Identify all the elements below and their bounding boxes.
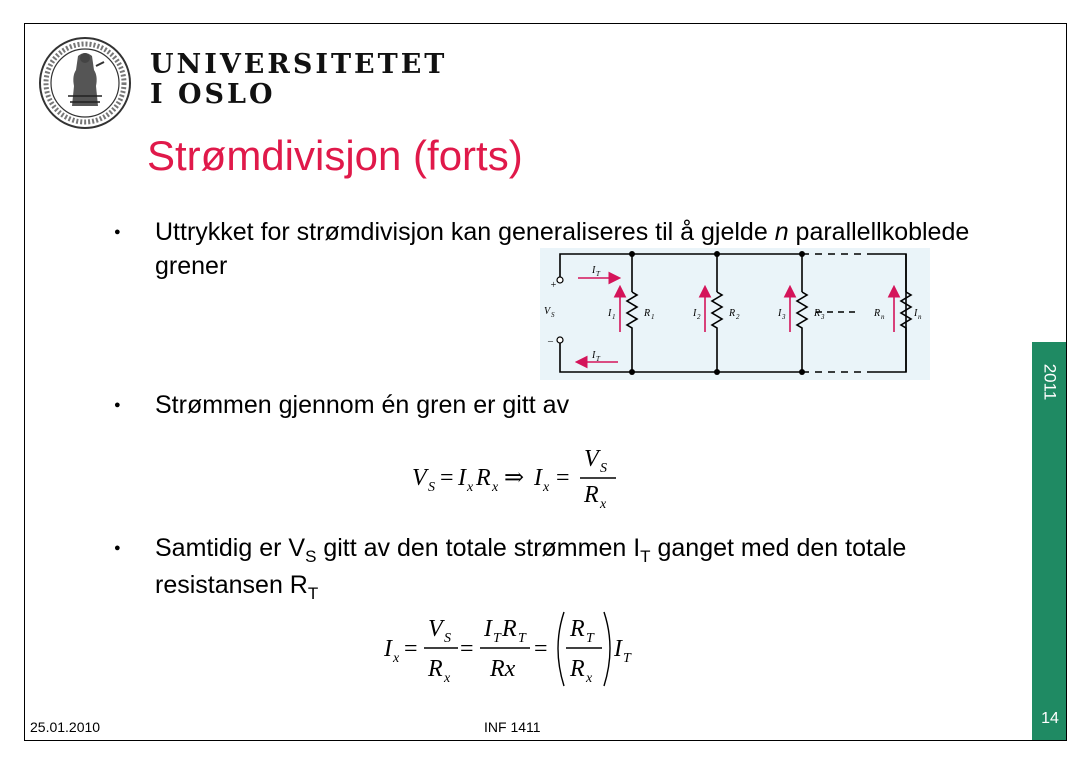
eq2-f3-denominator-sub: x (586, 671, 593, 686)
i2-label: I (693, 308, 697, 319)
bullet-1-italic: n (774, 218, 789, 246)
bullet-3-marker: ● (114, 542, 121, 554)
page-number: 14 (1041, 710, 1059, 727)
bullet-1-text-end: parallellkoblede grener (155, 218, 970, 280)
bullet-3-text-c: ganget med den totale resistansen R (155, 534, 907, 599)
it-bottom-label: I (592, 350, 596, 361)
minus-terminal-label: – (548, 336, 553, 347)
university-line1: UNIVERSITETET (150, 49, 448, 80)
i1-label: I (608, 308, 612, 319)
in-label: I (914, 308, 918, 319)
equation-2 (382, 608, 640, 688)
in-sub-label: n (918, 313, 922, 321)
vs-sub-label: S (551, 311, 555, 319)
it-top-sub-label: T (596, 270, 600, 278)
it-bottom-sub-label: T (596, 355, 600, 363)
rn-sub-label: n (881, 313, 885, 321)
bullet-2-text: Strømmen gjennom én gren er gitt av (155, 391, 570, 419)
eq2-lhs-sub: x (393, 651, 400, 666)
eq1-rhs-sub: x (543, 480, 550, 495)
r1-label: R (644, 308, 651, 319)
eq1-current: I (458, 465, 466, 491)
eq2-f3-denominator: R (570, 656, 585, 682)
eq2-f1-denominator-sub: x (444, 671, 451, 686)
bullet-2-marker: ● (114, 399, 121, 411)
r1-sub-label: 1 (651, 313, 655, 321)
university-seal-icon (38, 36, 132, 130)
eq2-f2-numerator-a-sub: T (493, 631, 501, 646)
bullet-3-text-a: Samtidig er V (155, 534, 306, 562)
eq2-equals-3: = (534, 636, 548, 662)
eq2-f1-numerator-sub: S (444, 631, 451, 646)
bullet-3-sub-c: T (307, 584, 319, 603)
i1-sub-label: 1 (612, 313, 616, 321)
eq1-equals: = (440, 465, 454, 491)
bullet-3-sub-a: S (305, 547, 317, 566)
eq2-f2-numerator-a: I (484, 616, 492, 642)
footer-date: 25.01.2010 (30, 719, 101, 735)
bullet-3-text-b: gitt av den totale strømmen I (316, 534, 641, 562)
eq1-lhs: V (412, 465, 427, 491)
eq2-f1-denominator: R (428, 656, 443, 682)
university-line2: I OSLO (150, 79, 276, 110)
bullet-1-marker: ● (114, 226, 121, 238)
eq1-denominator: R (584, 482, 599, 508)
year-label: 2011 (1040, 363, 1059, 401)
it-top-label: I (592, 265, 596, 276)
eq1-equals-2: = (556, 465, 570, 491)
bullet-2 (114, 388, 855, 422)
footer-course: INF 1411 (484, 719, 541, 735)
eq1-current-sub: x (467, 480, 474, 495)
eq1-denominator-sub: x (600, 497, 607, 512)
r3-sub-label: 3 (821, 313, 825, 321)
eq1-resistance: R (476, 465, 491, 491)
rn-label: R (874, 308, 881, 319)
i3-sub-label: 3 (782, 313, 786, 321)
parallel-circuit-diagram (540, 248, 930, 380)
r2-label: R (729, 308, 736, 319)
eq2-f1-numerator: V (428, 616, 443, 642)
university-name (150, 50, 447, 110)
eq2-f2-numerator-b-sub: T (518, 631, 526, 646)
eq1-numerator: V (584, 446, 599, 472)
slide-title: Strømdivisjon (forts) (147, 132, 523, 179)
eq2-f2-numerator-b: R (502, 616, 517, 642)
r2-sub-label: 2 (736, 313, 740, 321)
bullet-3 (114, 531, 995, 605)
i3-label: I (778, 308, 782, 319)
eq2-right-paren (604, 612, 610, 686)
eq2-equals-1: = (404, 636, 418, 662)
equation-1 (410, 440, 630, 512)
eq2-equals-2: = (460, 636, 474, 662)
bullet-1-text: Uttrykket for strømdivisjon kan generaliseres til å gjelde (155, 218, 775, 246)
eq2-tail-sub: T (623, 651, 631, 666)
plus-terminal-label: + (550, 280, 557, 291)
eq2-tail: I (614, 636, 622, 662)
eq1-implies: ⇒ (504, 465, 525, 491)
eq2-lhs: I (384, 636, 392, 662)
i2-sub-label: 2 (697, 313, 701, 321)
eq1-rhs: I (534, 465, 542, 491)
eq2-f3-numerator-sub: T (586, 631, 594, 646)
eq1-lhs-sub: S (428, 480, 435, 495)
r3-label: R (814, 308, 821, 319)
vs-label: V (544, 306, 551, 317)
eq2-left-paren (558, 612, 564, 686)
eq1-numerator-sub: S (600, 461, 607, 476)
eq1-resistance-sub: x (492, 480, 499, 495)
eq2-f3-numerator: R (570, 616, 585, 642)
eq2-f2-denominator: Rx (490, 656, 516, 682)
bullet-3-sub-b: T (640, 547, 651, 566)
